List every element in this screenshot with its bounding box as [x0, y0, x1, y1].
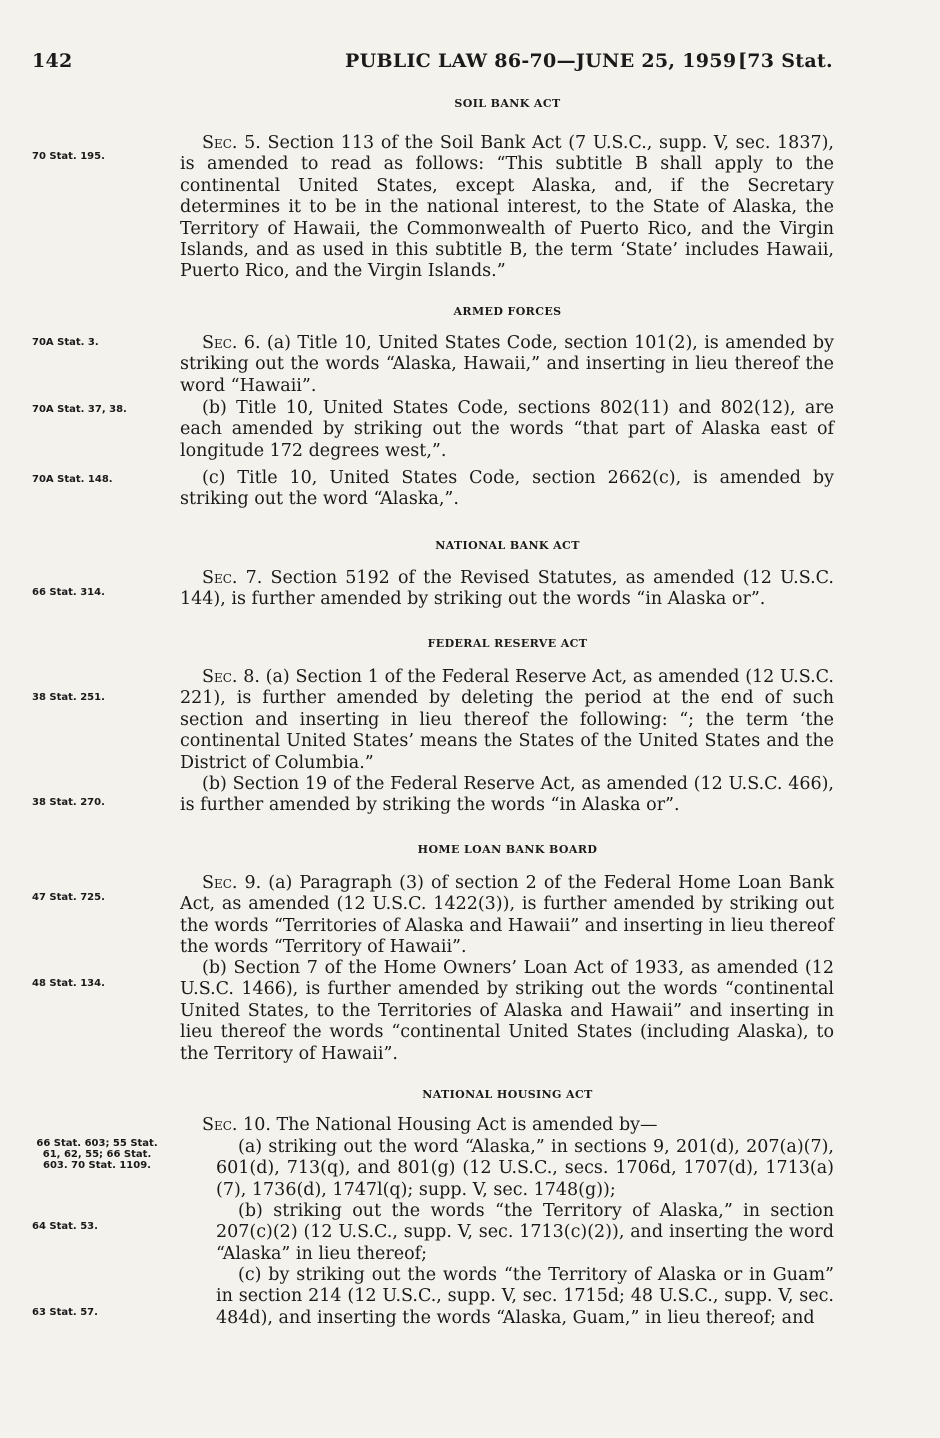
section-heading-national-housing: NATIONAL HOUSING ACT — [422, 1088, 593, 1101]
section-heading-armed-forces: ARMED FORCES — [453, 305, 562, 318]
margin-note-sec6b: 70A Stat. 37, 38. — [32, 404, 127, 415]
sec10c-paragraph: (c) by striking out the words “the Territory of Alaska or in Guam” in section 214 (12 U.S.C., supp. V, sec. 1715d; 48 U.S.C., supp. V, sec. 484d), and inserting the words “Alaska, Guam,” in lieu thereof; and — [216, 1265, 834, 1328]
margin-note-sec7: 66 Stat. 314. — [32, 587, 105, 598]
page-number: 142 — [32, 50, 73, 72]
margin-note-sec9a: 47 Stat. 725. — [32, 892, 105, 903]
margin-note-sec6a: 70A Stat. 3. — [32, 337, 99, 348]
sec9a-text: (a) Paragraph (3) of section 2 of the Federal Home Loan Bank Act, as amended (12 U.S.C. 1422(3)), is further amended by striking out the words “Territories of Alaska and Hawaii” and inserting in lieu thereof the words “Territory of Hawaii”. — [180, 873, 834, 958]
sec5-label: Sec. 5. — [202, 133, 261, 153]
section-heading-national-bank: NATIONAL BANK ACT — [435, 539, 580, 552]
sec6a-text: (a) Title 10, United States Code, section 101(2), is amended by striking out the words “Alaska, Hawaii,” and inserting in lieu thereof the word “Hawaii”. — [180, 333, 834, 396]
sec9b-paragraph: (b) Section 7 of the Home Owners’ Loan Act of 1933, as amended (12 U.S.C. 1466), is further amended by striking out the words “continental United States, to the Territories of Alaska and Hawaii” and inserting in lieu thereof the words “continental United States (including Alaska), to the Territory of Hawaii”. — [180, 958, 834, 1064]
sec5-paragraph — [180, 133, 834, 283]
running-head-title: PUBLIC LAW 86-70—JUNE 25, 1959 — [345, 50, 737, 72]
sec6a-paragraph — [180, 333, 834, 397]
margin-note-sec8a: 38 Stat. 251. — [32, 692, 105, 703]
sec8-label: Sec. 8. — [202, 667, 260, 687]
margin-note-sec10a: 66 Stat. 603; 55 Stat. 61, 62, 55; 66 Stat. 603. 70 Stat. 1109. — [36, 1138, 158, 1171]
sec7-label: Sec. 7. — [202, 568, 263, 588]
sec9-label: Sec. 9. — [202, 873, 262, 893]
sec9a-paragraph — [180, 873, 834, 959]
section-heading-soil-bank: SOIL BANK ACT — [454, 97, 561, 110]
sec10-intro-text: The National Housing Act is amended by— — [276, 1115, 658, 1135]
sec7-text: Section 5192 of the Revised Statutes, as amended (12 U.S.C. 144), is further amended by striking out the words “in Alaska or”. — [180, 568, 834, 610]
sec8a-text: (a) Section 1 of the Federal Reserve Act, as amended (12 U.S.C. 221), is further amended by deleting the period at the end of such section and inserting in lieu thereof the following: “; the term ‘the continental United States’ means the States of the United States and the District of Columbia.” — [180, 667, 834, 773]
margin-note-sec5: 70 Stat. 195. — [32, 151, 105, 162]
sec10-label: Sec. 10. — [202, 1115, 271, 1135]
margin-note-sec6c: 70A Stat. 148. — [32, 474, 113, 485]
sec10a-paragraph: (a) striking out the word “Alaska,” in sections 9, 201(d), 207(a)(7), 601(d), 713(q), and 801(g) (12 U.S.C., secs. 1706d, 1707(d), 1713(a)(7), 1736(d), 1747l(q); supp. V, sec. 1748(g)); — [216, 1137, 834, 1200]
sec6c-paragraph: (c) Title 10, United States Code, section 2662(c), is amended by striking out the word “Alaska,”. — [180, 468, 834, 510]
sec8b-paragraph: (b) Section 19 of the Federal Reserve Act, as amended (12 U.S.C. 466), is further amended by striking the words “in Alaska or”. — [180, 774, 834, 816]
sec7-paragraph — [180, 568, 834, 611]
margin-note-sec8b: 38 Stat. 270. — [32, 797, 105, 808]
margin-note-sec10c: 63 Stat. 57. — [32, 1307, 98, 1318]
sec6-label: Sec. 6. — [202, 333, 261, 353]
margin-note-sec9b: 48 Stat. 134. — [32, 978, 105, 989]
statute-volume: [73 Stat. — [738, 50, 833, 72]
sec10b-paragraph: (b) striking out the words “the Territory of Alaska,” in section 207(c)(2) (12 U.S.C., supp. V, sec. 1713(c)(2)), and inserting the word “Alaska” in lieu thereof; — [216, 1201, 834, 1264]
sec8a-paragraph — [180, 667, 834, 774]
sec6b-paragraph: (b) Title 10, United States Code, sections 802(11) and 802(12), are each amended by striking out the words “that part of Alaska east of longitude 172 degrees west,”. — [180, 398, 834, 461]
section-heading-federal-reserve: FEDERAL RESERVE ACT — [427, 637, 588, 650]
sec10-intro — [180, 1115, 834, 1136]
margin-note-sec10b: 64 Stat. 53. — [32, 1221, 98, 1232]
sec5-text: Section 113 of the Soil Bank Act (7 U.S.C., supp. V, sec. 1837), is amended to read as follows: “This subtitle B shall apply to the continental United States, except Alaska, and, if the Secretary determines it to be in the national interest, to the State of Alaska, the Territory of Hawaii, the Commonwealth of Puerto Rico, and the Virgin Islands, and as used in this subtitle B, the term ‘State’ includes Hawaii, Puerto Rico, and the Virgin Islands.” — [180, 133, 834, 282]
section-heading-home-loan: HOME LOAN BANK BOARD — [417, 843, 598, 856]
